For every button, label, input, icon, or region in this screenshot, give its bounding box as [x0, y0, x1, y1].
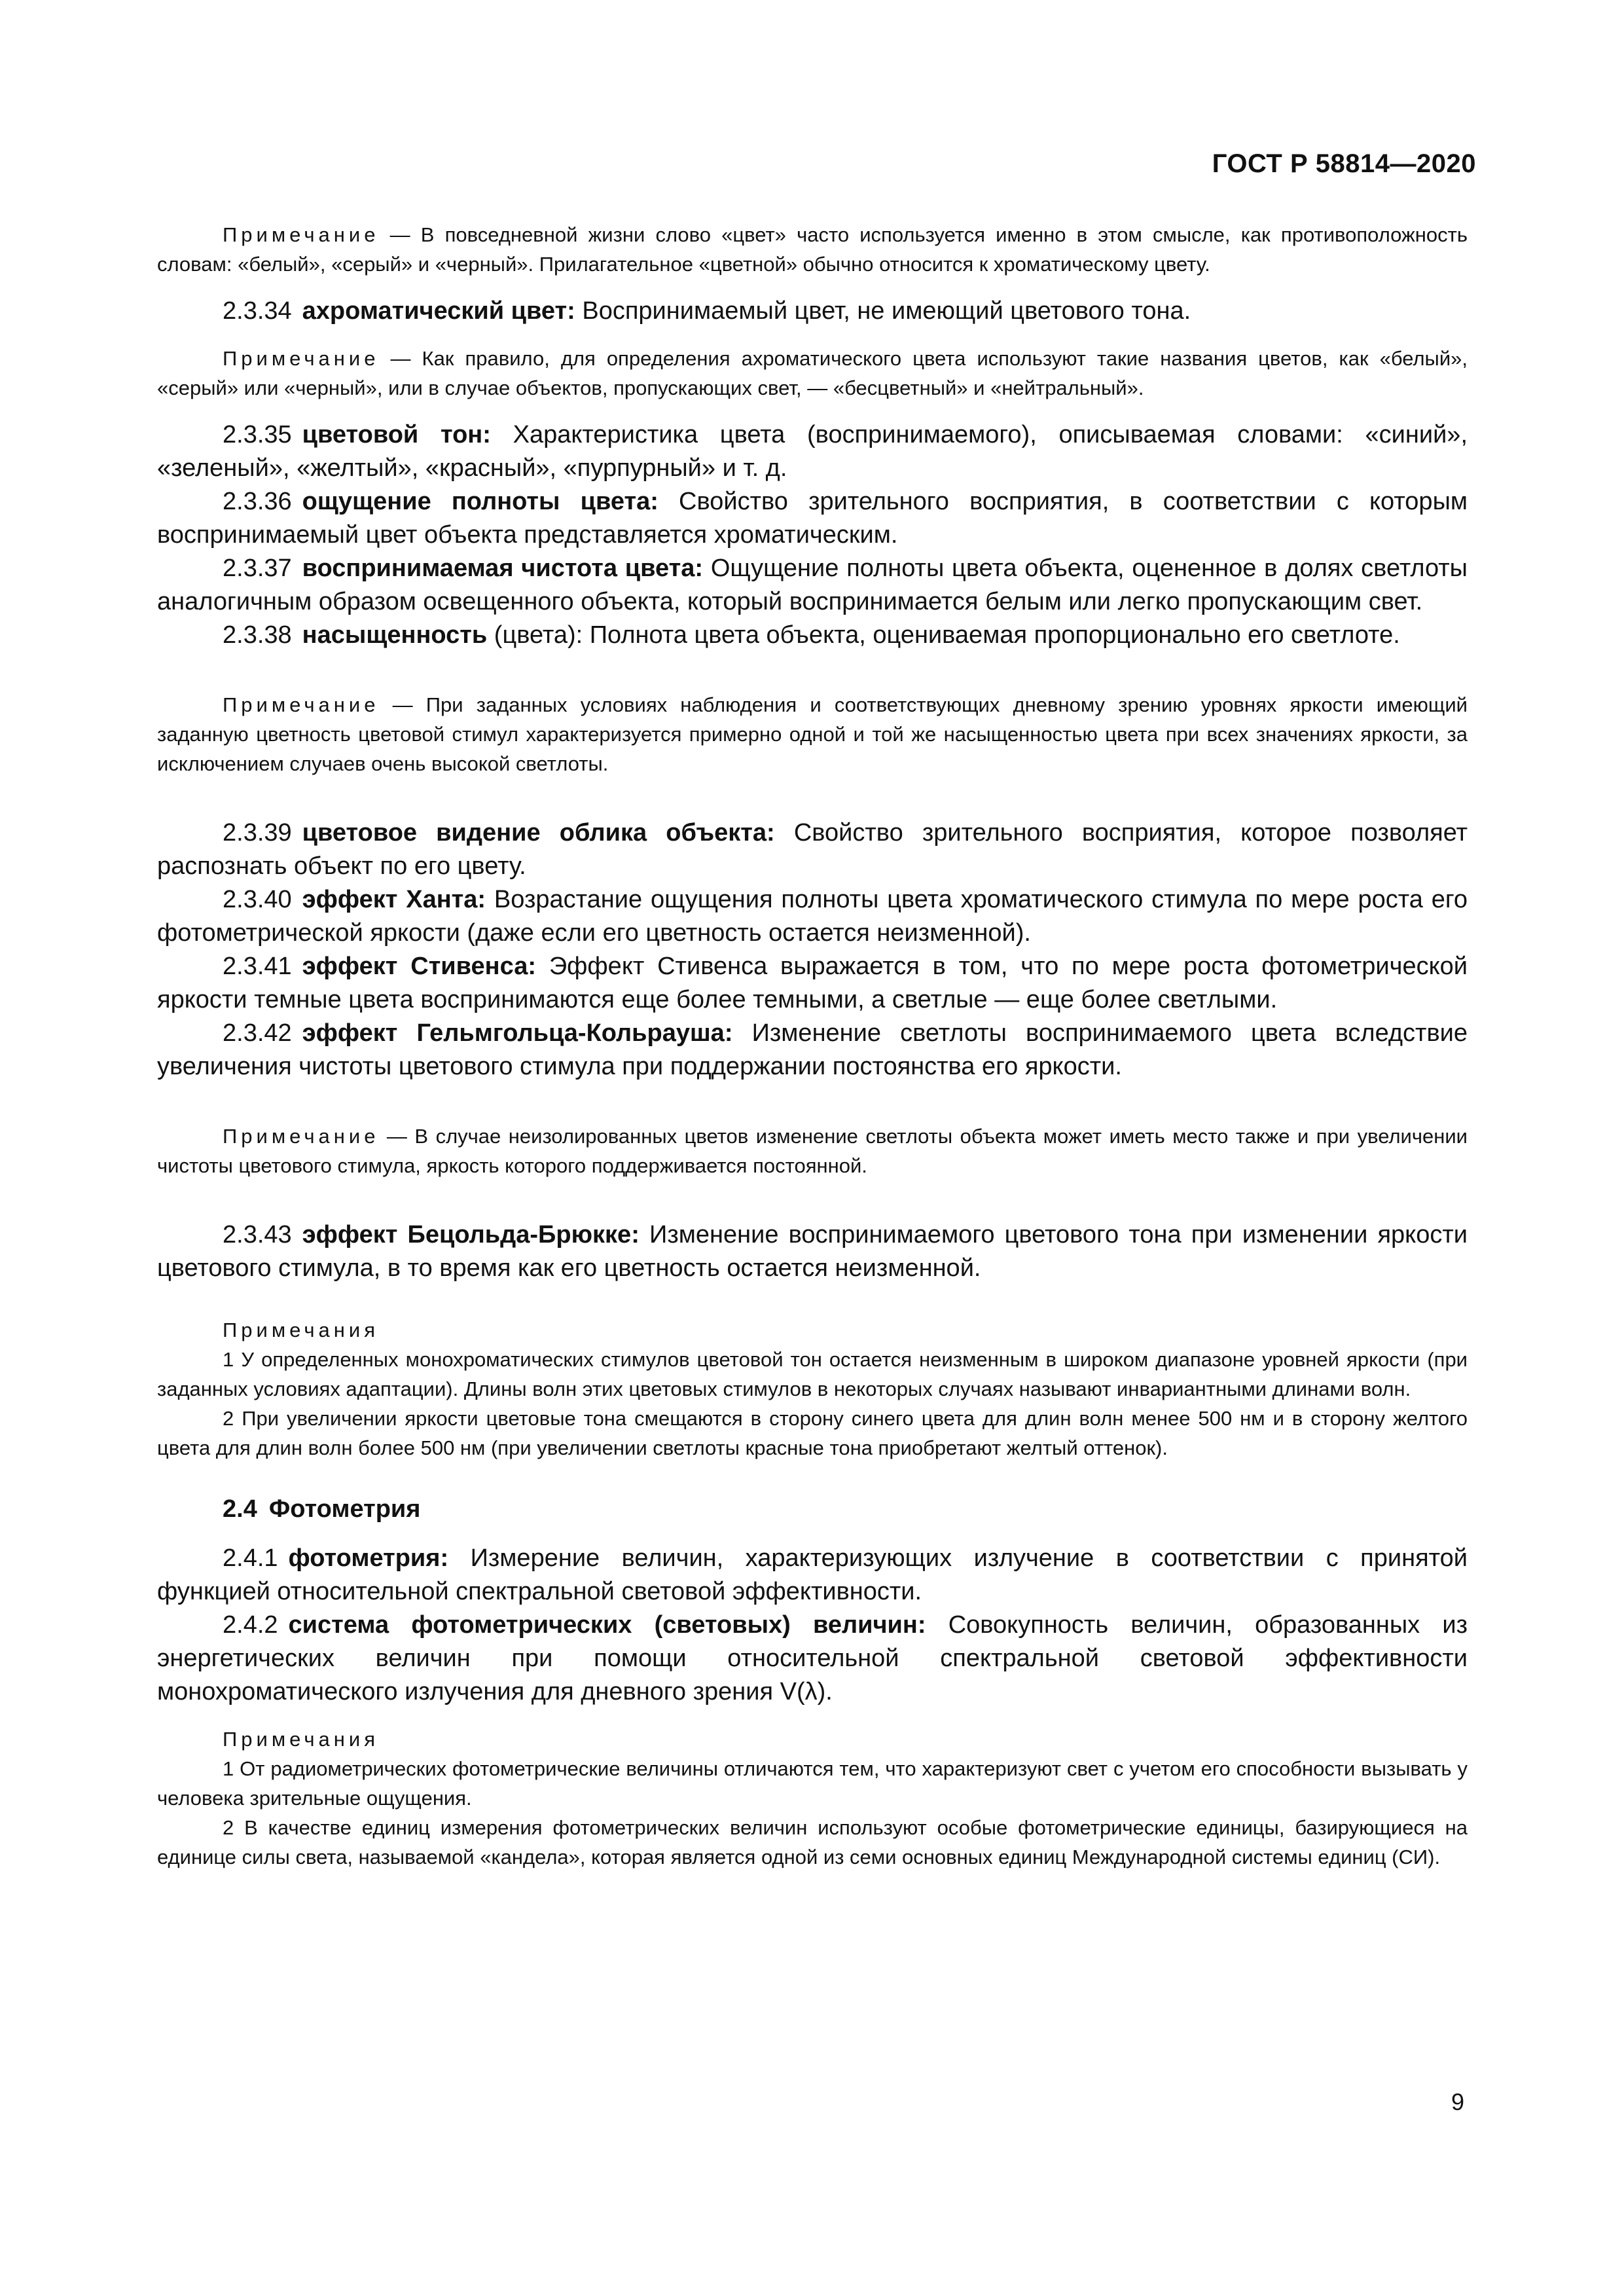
term-number: 2.3.34	[223, 297, 292, 325]
note-label: Примечание	[223, 693, 380, 716]
note	[157, 344, 1468, 403]
term-name: цветовой тон:	[302, 421, 491, 448]
term-definition: Характеристика цвета (воспринимаемого), описываемая словами: «синий», «зеленый», «желтый», «красный», «пурпурный» и т. д.	[157, 421, 1468, 482]
note	[157, 690, 1468, 778]
term-number: 2.3.35	[223, 421, 292, 448]
term-definition: Изменение светлоты воспринимаемого цвета вследствие увеличения чистоты цветового стимула при поддержании постоянства его яркости.	[157, 1019, 1468, 1080]
note-text: — В случае неизолированных цветов изменение светлоты объекта может иметь место также и при увеличении чистоты цветового стимула, яркость которого поддерживается постоянной.	[157, 1125, 1468, 1177]
term-name: эффект Гельмгольца-Кольрауша:	[302, 1019, 733, 1047]
note-text: — В повседневной жизни слово «цвет» часто используется именно в этом смысле, как противоположность словам: «белый», «серый» и «черный». Прилагательное «цветной» обычно относится к хроматическому цвету.	[157, 223, 1468, 276]
term-name: фотометрия:	[288, 1544, 449, 1572]
note	[157, 220, 1468, 279]
term-definition: Эффект Стивенса выражается в том, что по мере роста фотометрической яркости темные цвета воспринимаются еще более темными, а светлые — еще более светлыми.	[157, 953, 1468, 1013]
page-content	[157, 220, 1468, 1872]
term-entry	[157, 1542, 1468, 1609]
section-heading	[157, 1493, 1468, 1526]
note-item: 2 В качестве единиц измерения фотометрических величин используют особые фотометрические единицы, базирующиеся на единице силы света, называемой «кандела», которая является одной из семи основных единиц Международной системы единиц (СИ).	[157, 1816, 1468, 1868]
note-label: Примечание	[223, 347, 380, 370]
term-name: насыщенность	[302, 621, 488, 649]
term-definition: Измерение величин, характеризующих излучение в соответствии с принятой функцией относительной спектральной световой эффективности.	[157, 1544, 1468, 1605]
term-entry	[157, 485, 1468, 552]
note-label: Примечание	[223, 1125, 380, 1148]
note-item: 1 У определенных монохроматических стимулов цветовой тон остается неизменным в широком диапазоне уровней яркости (при заданных условиях адаптации). Длины волн этих цветовых стимулов в некоторых случаях называют инвариантными длинами волн.	[157, 1348, 1468, 1400]
note-item: 2 При увеличении яркости цветовые тона смещаются в сторону синего цвета для длин волн менее 500 нм и в сторону желтого цвета для длин волн более 500 нм (при увеличении светлоты красные тона приобретают желтый оттенок).	[157, 1407, 1468, 1459]
term-definition: (цвета): Полнота цвета объекта, оцениваемая пропорционально его светлоте.	[487, 621, 1400, 649]
term-definition: Ощущение полноты цвета объекта, оцененное в долях светлоты аналогичным образом освещенного объекта, который воспринимается белым или легко пропускающим свет.	[157, 555, 1468, 615]
term-name: ахроматический цвет:	[302, 297, 575, 325]
notes-label: Примечания	[223, 1319, 379, 1341]
term-entry	[157, 619, 1468, 652]
term-number: 2.3.40	[223, 886, 292, 913]
page-number: 9	[1451, 2088, 1464, 2115]
term-name: воспринимаемая чистота цвета:	[302, 555, 704, 582]
term-number: 2.3.41	[223, 953, 292, 980]
term-entry	[157, 1017, 1468, 1084]
term-entry	[157, 295, 1468, 328]
term-name: эффект Стивенса:	[302, 953, 536, 980]
term-name: ощущение полноты цвета:	[302, 488, 659, 515]
term-entry	[157, 950, 1468, 1017]
term-entry	[157, 1609, 1468, 1709]
term-definition: Воспринимаемый цвет, не имеющий цветового тона.	[575, 297, 1191, 325]
term-entry	[157, 1218, 1468, 1285]
term-definition: Свойство зрительного восприятия, которое позволяет распознать объект по его цвету.	[157, 819, 1468, 880]
term-name: эффект Бецольда-Брюкке:	[302, 1221, 640, 1248]
term-entry	[157, 816, 1468, 883]
term-definition: Совокупность величин, образованных из энергетических величин при помощи относительной спектральной световой эффективности монохроматического излучения для дневного зрения V(λ).	[157, 1611, 1468, 1705]
section-number: 2.4	[223, 1495, 257, 1523]
note	[157, 1121, 1468, 1180]
document-id-header: ГОСТ Р 58814—2020	[1212, 149, 1476, 178]
term-name: эффект Ханта:	[302, 886, 486, 913]
notes-block	[157, 1724, 1468, 1872]
note-label: Примечание	[223, 223, 380, 246]
section-title: Фотометрия	[268, 1495, 421, 1523]
term-entry	[157, 418, 1468, 485]
notes-block	[157, 1315, 1468, 1463]
note-text: — При заданных условиях наблюдения и соответствующих дневному зрению уровнях яркости имеющий заданную цветность цветовой стимул характеризуется примерно одной и той же насыщенностью цвета при всех значениях яркости, за исключением случаев очень высокой светлоты.	[157, 693, 1468, 775]
term-number: 2.4.2	[223, 1611, 278, 1639]
term-definition: Свойство зрительного восприятия, в соответствии с которым воспринимаемый цвет объекта представляется хроматическим.	[157, 488, 1468, 549]
term-number: 2.3.42	[223, 1019, 292, 1047]
term-definition: Возрастание ощущения полноты цвета хроматического стимула по мере роста его фотометрической яркости (даже если его цветность остается неизменной).	[157, 886, 1468, 947]
term-number: 2.3.36	[223, 488, 292, 515]
term-number: 2.3.39	[223, 819, 292, 847]
term-name: система фотометрических (световых) величин:	[288, 1611, 926, 1639]
term-name: цветовое видение облика объекта:	[302, 819, 775, 847]
note-item: 1 От радиометрических фотометрические величины отличаются тем, что характеризуют свет с учетом его способности вызывать у человека зрительные ощущения.	[157, 1757, 1468, 1810]
notes-label: Примечания	[223, 1728, 379, 1751]
term-entry	[157, 552, 1468, 619]
term-number: 2.4.1	[223, 1544, 278, 1572]
note-text: — Как правило, для определения ахроматического цвета используют такие названия цветов, как «белый», «серый» или «черный», или в случае объектов, пропускающих свет, — «бесцветный» и «нейтральный».	[157, 347, 1468, 399]
term-number: 2.3.38	[223, 621, 292, 649]
term-number: 2.3.43	[223, 1221, 292, 1248]
term-definition: Изменение воспринимаемого цветового тона при изменении яркости цветового стимула, в то время как его цветность остается неизменной.	[157, 1221, 1468, 1282]
term-number: 2.3.37	[223, 555, 292, 582]
term-entry	[157, 883, 1468, 950]
